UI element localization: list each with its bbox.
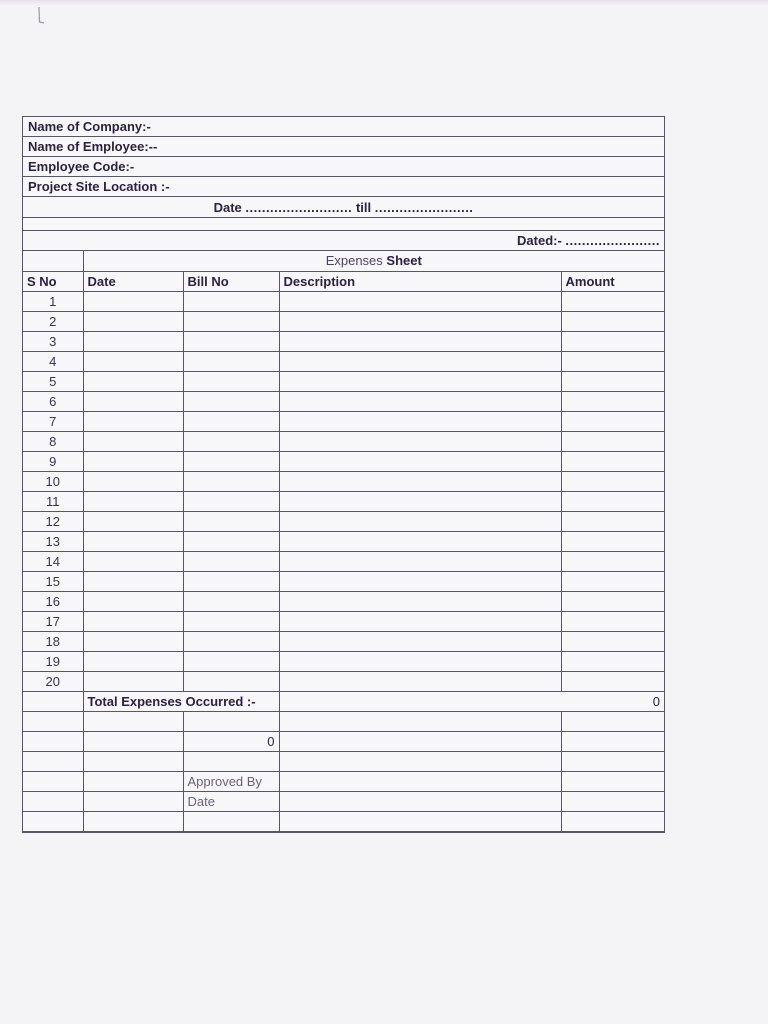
row-bill-no-cell[interactable]: [183, 671, 279, 691]
row-bill-no-cell[interactable]: [183, 411, 279, 431]
row-bill-no-cell[interactable]: [183, 631, 279, 651]
row-number: 17: [23, 611, 83, 631]
row-number: 16: [23, 591, 83, 611]
table-row: [23, 631, 664, 651]
footer-row: [23, 791, 664, 811]
footer-description-cell[interactable]: [279, 811, 561, 831]
row-number: 14: [23, 551, 83, 571]
row-amount-cell[interactable]: [561, 371, 664, 391]
row-date-cell[interactable]: [83, 531, 183, 551]
row-amount-cell[interactable]: [561, 331, 664, 351]
footer-row: [23, 811, 664, 831]
row-description-cell[interactable]: [279, 631, 561, 651]
row-amount-cell[interactable]: [561, 411, 664, 431]
row-number: 8: [23, 431, 83, 451]
row-amount-cell[interactable]: [561, 551, 664, 571]
date-range-till-label: till: [355, 200, 372, 215]
table-row: [23, 531, 664, 551]
row-bill-no-cell[interactable]: [183, 651, 279, 671]
row-bill-no-cell[interactable]: [183, 451, 279, 471]
row-amount-cell[interactable]: [561, 291, 664, 311]
employee-code-row[interactable]: [23, 157, 664, 177]
row-date-cell[interactable]: [83, 631, 183, 651]
employee-name-row[interactable]: [23, 137, 664, 157]
row-bill-no-cell[interactable]: [183, 371, 279, 391]
row-description-cell[interactable]: [279, 491, 561, 511]
expenses-table: [23, 251, 664, 832]
row-date-cell[interactable]: [83, 331, 183, 351]
row-date-cell[interactable]: [83, 471, 183, 491]
row-bill-no-cell[interactable]: [183, 531, 279, 551]
row-amount-cell[interactable]: [561, 591, 664, 611]
table-row: [23, 471, 664, 491]
row-amount-cell[interactable]: [561, 631, 664, 651]
row-description-cell[interactable]: [279, 551, 561, 571]
row-bill-no-cell[interactable]: [183, 431, 279, 451]
row-number: 10: [23, 471, 83, 491]
sheet-title: [83, 251, 664, 271]
sub-total-value: 0: [183, 731, 279, 751]
row-amount-cell[interactable]: [561, 511, 664, 531]
row-bill-no-cell[interactable]: [183, 391, 279, 411]
row-amount-cell[interactable]: [561, 451, 664, 471]
row-amount-cell[interactable]: [561, 491, 664, 511]
row-date-cell[interactable]: [83, 611, 183, 631]
table-row: [23, 411, 664, 431]
approved-by-signature-cell[interactable]: [279, 771, 561, 791]
row-bill-no-cell[interactable]: [183, 291, 279, 311]
row-bill-no-cell[interactable]: [183, 331, 279, 351]
row-date-cell[interactable]: [83, 291, 183, 311]
row-number: 3: [23, 331, 83, 351]
row-description-cell[interactable]: [279, 651, 561, 671]
row-description-cell[interactable]: [279, 611, 561, 631]
sheet-title-row: [23, 251, 664, 271]
footer-sno-cell[interactable]: [23, 811, 83, 831]
row-bill-no-cell[interactable]: [183, 571, 279, 591]
row-amount-cell[interactable]: [561, 431, 664, 451]
footer-sno-cell[interactable]: [23, 711, 83, 731]
row-date-cell[interactable]: [83, 511, 183, 531]
total-spacer-cell: [23, 691, 83, 711]
row-description-cell[interactable]: [279, 671, 561, 691]
row-date-cell[interactable]: [83, 311, 183, 331]
footer-amount-cell[interactable]: [561, 711, 664, 731]
row-number: 6: [23, 391, 83, 411]
footer-bill-cell[interactable]: [183, 751, 279, 771]
spacer-row: [23, 218, 664, 231]
row-bill-no-cell[interactable]: [183, 611, 279, 631]
footer-description-cell[interactable]: [279, 731, 561, 751]
footer-sno-cell[interactable]: [23, 791, 83, 811]
row-number: 1: [23, 291, 83, 311]
footer-date-cell[interactable]: [83, 751, 183, 771]
footer-sno-cell[interactable]: [23, 751, 83, 771]
row-bill-no-cell[interactable]: [183, 511, 279, 531]
table-row: [23, 431, 664, 451]
company-name-label: Name of Company:-: [28, 119, 151, 134]
row-amount-cell[interactable]: [561, 651, 664, 671]
row-description-cell[interactable]: [279, 331, 561, 351]
date-range-till-dots: ........................: [374, 200, 474, 215]
row-bill-no-cell[interactable]: [183, 491, 279, 511]
row-amount-cell[interactable]: [561, 531, 664, 551]
row-description-cell[interactable]: [279, 431, 561, 451]
row-number: 4: [23, 351, 83, 371]
row-date-cell[interactable]: [83, 391, 183, 411]
footer-amount-cell[interactable]: [561, 771, 664, 791]
footer-amount-cell[interactable]: [561, 731, 664, 751]
footer-row: [23, 731, 664, 751]
row-description-cell[interactable]: [279, 351, 561, 371]
row-date-cell[interactable]: [83, 651, 183, 671]
footer-row: [23, 771, 664, 791]
table-row: [23, 291, 664, 311]
approval-date-label: Date: [183, 791, 279, 811]
row-description-cell[interactable]: [279, 571, 561, 591]
table-row: [23, 331, 664, 351]
table-row: [23, 371, 664, 391]
row-number: 15: [23, 571, 83, 591]
row-date-cell[interactable]: [83, 671, 183, 691]
footer-amount-cell[interactable]: [561, 751, 664, 771]
row-number: 2: [23, 311, 83, 331]
sheet-title-spacer: [23, 251, 83, 271]
total-description-cell: 0: [279, 691, 664, 711]
date-range-label: Date: [213, 200, 242, 215]
row-description-cell[interactable]: [279, 311, 561, 331]
footer-date-cell[interactable]: [83, 811, 183, 831]
footer-description-cell[interactable]: [279, 711, 561, 731]
date-range-from-dots: ..........................: [245, 200, 353, 215]
row-number: 7: [23, 411, 83, 431]
row-date-cell[interactable]: [83, 571, 183, 591]
row-number: 20: [23, 671, 83, 691]
footer-bill-cell[interactable]: [183, 811, 279, 831]
employee-name-label: Name of Employee:--: [28, 139, 158, 154]
table-row: [23, 491, 664, 511]
row-amount-cell[interactable]: [561, 471, 664, 491]
row-number: 18: [23, 631, 83, 651]
dated-row[interactable]: [23, 231, 664, 251]
table-row: [23, 511, 664, 531]
row-number: 9: [23, 451, 83, 471]
table-row: [23, 451, 664, 471]
table-row: [23, 651, 664, 671]
table-row: [23, 591, 664, 611]
row-bill-no-cell[interactable]: [183, 591, 279, 611]
col-header-description: Description: [279, 271, 561, 291]
footer-date-cell[interactable]: [83, 791, 183, 811]
row-amount-cell[interactable]: [561, 311, 664, 331]
table-row: [23, 351, 664, 371]
footer-amount-cell[interactable]: [561, 811, 664, 831]
dated-label: Dated:-: [517, 233, 562, 248]
row-bill-no-cell[interactable]: [183, 311, 279, 331]
approval-date-cell[interactable]: [279, 791, 561, 811]
sheet-title-part2: Sheet: [386, 253, 422, 269]
footer-date-cell[interactable]: [83, 731, 183, 751]
row-amount-cell[interactable]: [561, 351, 664, 371]
date-range-row[interactable]: [23, 197, 664, 218]
footer-sno-cell[interactable]: [23, 771, 83, 791]
footer-amount-cell[interactable]: [561, 791, 664, 811]
table-row: [23, 311, 664, 331]
row-date-cell[interactable]: [83, 351, 183, 371]
row-description-cell[interactable]: [279, 291, 561, 311]
row-number: 5: [23, 371, 83, 391]
row-date-cell[interactable]: [83, 371, 183, 391]
row-date-cell[interactable]: [83, 551, 183, 571]
row-description-cell[interactable]: [279, 591, 561, 611]
row-number: 12: [23, 511, 83, 531]
column-header-row: [23, 271, 664, 291]
row-date-cell[interactable]: [83, 431, 183, 451]
dated-dots: .......................: [565, 233, 660, 248]
row-date-cell[interactable]: [83, 491, 183, 511]
paper-edge: [0, 0, 768, 6]
table-row: [23, 551, 664, 571]
expense-sheet-form: [22, 116, 665, 833]
footer-row: [23, 691, 664, 711]
row-number: 11: [23, 491, 83, 511]
footer-description-cell[interactable]: [279, 751, 561, 771]
footer-date-cell[interactable]: [83, 711, 183, 731]
row-description-cell[interactable]: [279, 451, 561, 471]
sheet-title-part1: Expenses: [325, 253, 383, 269]
row-amount-cell[interactable]: [561, 611, 664, 631]
row-number: 13: [23, 531, 83, 551]
col-header-date: Date: [83, 271, 183, 291]
row-description-cell[interactable]: [279, 511, 561, 531]
project-location-row[interactable]: [23, 177, 664, 197]
row-bill-no-cell[interactable]: [183, 471, 279, 491]
row-date-cell[interactable]: [83, 451, 183, 471]
table-row: [23, 671, 664, 691]
table-row: [23, 611, 664, 631]
col-header-sno: S No: [23, 271, 83, 291]
row-description-cell[interactable]: [279, 531, 561, 551]
row-date-cell[interactable]: [83, 411, 183, 431]
footer-row: [23, 711, 664, 731]
row-description-cell[interactable]: [279, 411, 561, 431]
row-description-cell[interactable]: [279, 391, 561, 411]
row-amount-cell[interactable]: [561, 571, 664, 591]
employee-code-label: Employee Code:-: [28, 159, 135, 174]
row-bill-no-cell[interactable]: [183, 351, 279, 371]
row-description-cell[interactable]: [279, 371, 561, 391]
total-expenses-label: Total Expenses Occurred :-: [83, 691, 279, 711]
footer-sno-cell[interactable]: [23, 731, 83, 751]
footer-row: [23, 751, 664, 771]
table-row: [23, 571, 664, 591]
footer-date-cell[interactable]: [83, 771, 183, 791]
row-date-cell[interactable]: [83, 591, 183, 611]
table-row: [23, 391, 664, 411]
row-number: 19: [23, 651, 83, 671]
row-description-cell[interactable]: [279, 471, 561, 491]
col-header-bill-no: Bill No: [183, 271, 279, 291]
project-location-label: Project Site Location :-: [28, 179, 170, 194]
company-name-row[interactable]: [23, 117, 664, 137]
row-bill-no-cell[interactable]: [183, 551, 279, 571]
row-amount-cell[interactable]: [561, 391, 664, 411]
row-amount-cell[interactable]: [561, 671, 664, 691]
col-header-amount: Amount: [561, 271, 664, 291]
footer-bill-cell[interactable]: [183, 711, 279, 731]
approved-by-label: Approved By: [183, 771, 279, 791]
pen-mark-icon: [36, 6, 46, 28]
